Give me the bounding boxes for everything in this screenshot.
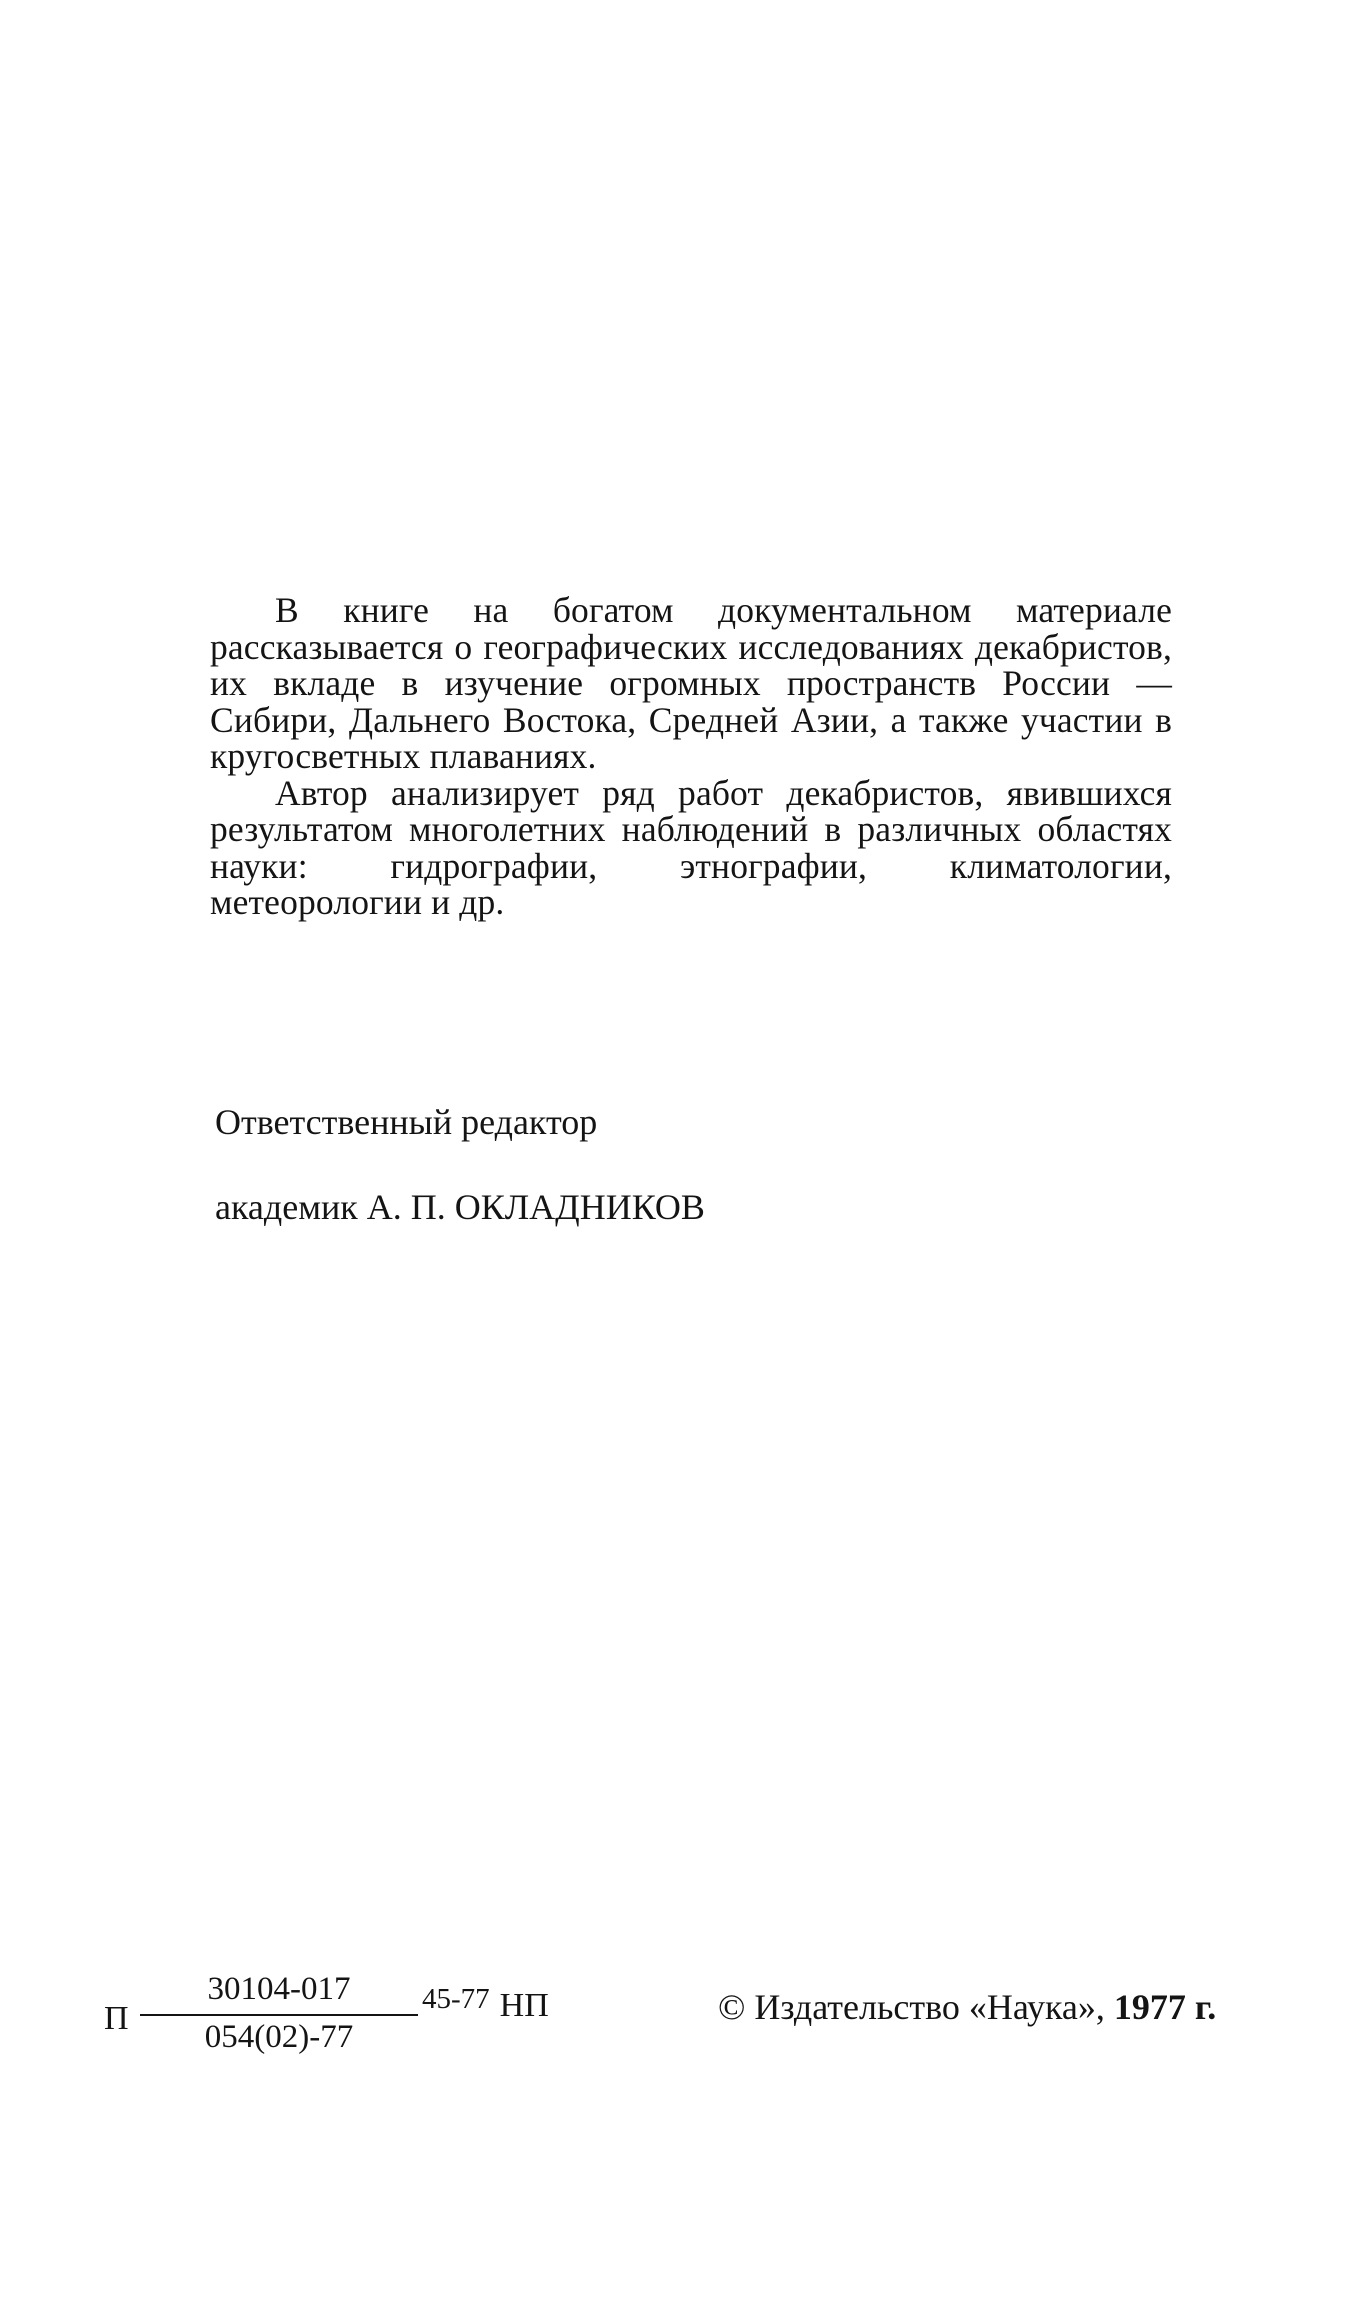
annotation-paragraph: В книге на богатом документальном материале рассказывается о географических исследованиях декабристов, их вкладе в изучение огромных пространств России — Сибири, Дальнего Востока, Средней Азии, а также участии в кругосветных плаваниях. <box>210 590 1172 776</box>
copyright-notice <box>718 1985 1216 2029</box>
catalog-denominator: 054(02)-77 <box>204 2019 354 2055</box>
copyright-year: 1977 г. <box>1113 1987 1217 2027</box>
editor-role: Ответственный редактор <box>215 1102 598 1142</box>
catalog-series: НП <box>499 1987 549 2024</box>
book-annotation <box>210 592 1172 921</box>
catalog-order: 45-77 <box>422 1983 490 2015</box>
annotation-paragraph: Автор анализирует ряд работ декабристов, явившихся результатом многолетних наблюдений в различных областях науки: гидрографии, этнографии, климатологии, метеорологии и др. <box>210 772 1172 922</box>
catalog-numerator: 30104-017 <box>207 1971 351 2007</box>
editor-block <box>215 1100 705 1229</box>
copyright-text: © Издательство «Наука», <box>718 1987 1105 2027</box>
editor-name: академик А. П. ОКЛАДНИКОВ <box>215 1187 705 1227</box>
fraction-line <box>140 2014 418 2016</box>
catalog-letter: П <box>104 2000 129 2037</box>
catalog-suffix <box>422 1983 549 2025</box>
catalog-fraction <box>140 1969 418 2069</box>
